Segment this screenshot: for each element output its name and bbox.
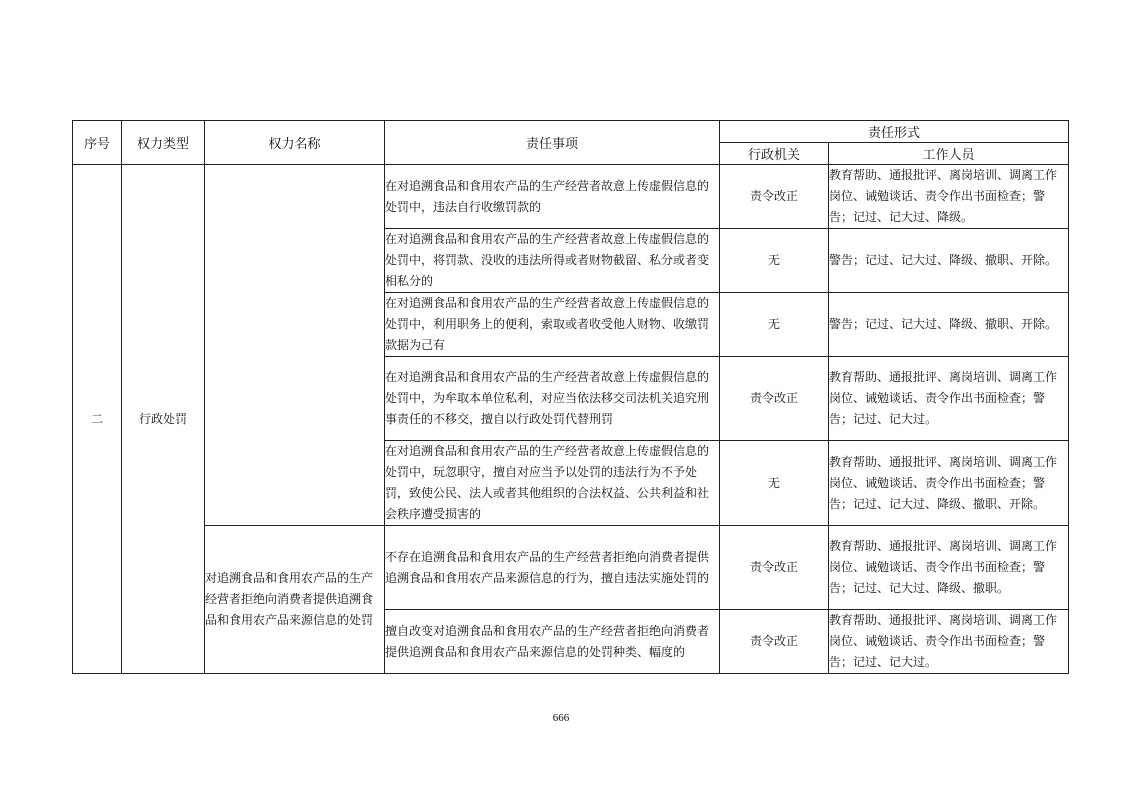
cell-org: 责令改正	[720, 165, 829, 229]
cell-duty: 在对追溯食品和食用农产品的生产经营者故意上传虚假信息的处罚中，违法自行收缴罚款的	[385, 165, 720, 229]
cell-power-name-empty	[205, 165, 385, 526]
cell-staff: 警告；记过、记大过、降级、撤职、开除。	[829, 229, 1069, 293]
cell-duty: 在对追溯食品和食用农产品的生产经营者故意上传虚假信息的处罚中，将罚款、没收的违法所得或者财物截留、私分或者变相私分的	[385, 229, 720, 293]
header-staff: 工作人员	[829, 143, 1069, 165]
cell-duty: 不存在追溯食品和食用农产品的生产经营者拒绝向消费者提供追溯食品和食用农产品来源信息的行为，擅自违法实施处罚的	[385, 526, 720, 610]
cell-duty: 擅自改变对追溯食品和食用农产品的生产经营者拒绝向消费者提供追溯食品和食用农产品来源信息的处罚种类、幅度的	[385, 610, 720, 674]
cell-staff: 教育帮助、通报批评、离岗培训、调离工作岗位、诫勉谈话、责令作出书面检查；警告；记过、记大过、降级、撤职、开除。	[829, 441, 1069, 526]
cell-org: 责令改正	[720, 357, 829, 441]
header-power-name: 权力名称	[205, 121, 385, 165]
header-seq: 序号	[73, 121, 122, 165]
table-row	[73, 165, 1069, 229]
header-power-type: 权力类型	[122, 121, 205, 165]
cell-org: 责令改正	[720, 610, 829, 674]
responsibility-table	[72, 120, 1069, 674]
cell-org: 无	[720, 441, 829, 526]
cell-org: 无	[720, 229, 829, 293]
cell-duty: 在对追溯食品和食用农产品的生产经营者故意上传虚假信息的处罚中，为牟取本单位私利，对应当依法移交司法机关追究刑事责任的不移交，擅自以行政处罚代替刑罚	[385, 357, 720, 441]
cell-duty: 在对追溯食品和食用农产品的生产经营者故意上传虚假信息的处罚中，玩忽职守，擅自对应当予以处罚的违法行为不予处罚，致使公民、法人或者其他组织的合法权益、公共利益和社会秩序遭受损害的	[385, 441, 720, 526]
table-row	[73, 526, 1069, 610]
cell-staff: 教育帮助、通报批评、离岗培训、调离工作岗位、诫勉谈话、责令作出书面检查；警告；记过、记大过。	[829, 610, 1069, 674]
cell-duty: 在对追溯食品和食用农产品的生产经营者故意上传虚假信息的处罚中，利用职务上的便利，索取或者收受他人财物、收缴罚款据为己有	[385, 293, 720, 357]
cell-power-name: 对追溯食品和食用农产品的生产经营者拒绝向消费者提供追溯食品和食用农产品来源信息的处罚	[205, 526, 385, 674]
header-duties: 责任事项	[385, 121, 720, 165]
cell-seq: 二	[73, 165, 122, 674]
cell-staff: 教育帮助、通报批评、离岗培训、调离工作岗位、诫勉谈话、责令作出书面检查；警告；记过、记大过、降级、撤职。	[829, 526, 1069, 610]
cell-power-type: 行政处罚	[122, 165, 205, 674]
cell-org: 责令改正	[720, 526, 829, 610]
page-number: 666	[552, 712, 570, 724]
cell-staff: 教育帮助、通报批评、离岗培训、调离工作岗位、诫勉谈话、责令作出书面检查；警告；记过、记大过。	[829, 357, 1069, 441]
cell-staff: 教育帮助、通报批评、离岗培训、调离工作岗位、诫勉谈话、责令作出书面检查；警告；记过、记大过、降级。	[829, 165, 1069, 229]
header-admin-org: 行政机关	[720, 143, 829, 165]
cell-org: 无	[720, 293, 829, 357]
header-responsibility-form: 责任形式	[720, 121, 1069, 143]
cell-staff: 警告；记过、记大过、降级、撤职、开除。	[829, 293, 1069, 357]
